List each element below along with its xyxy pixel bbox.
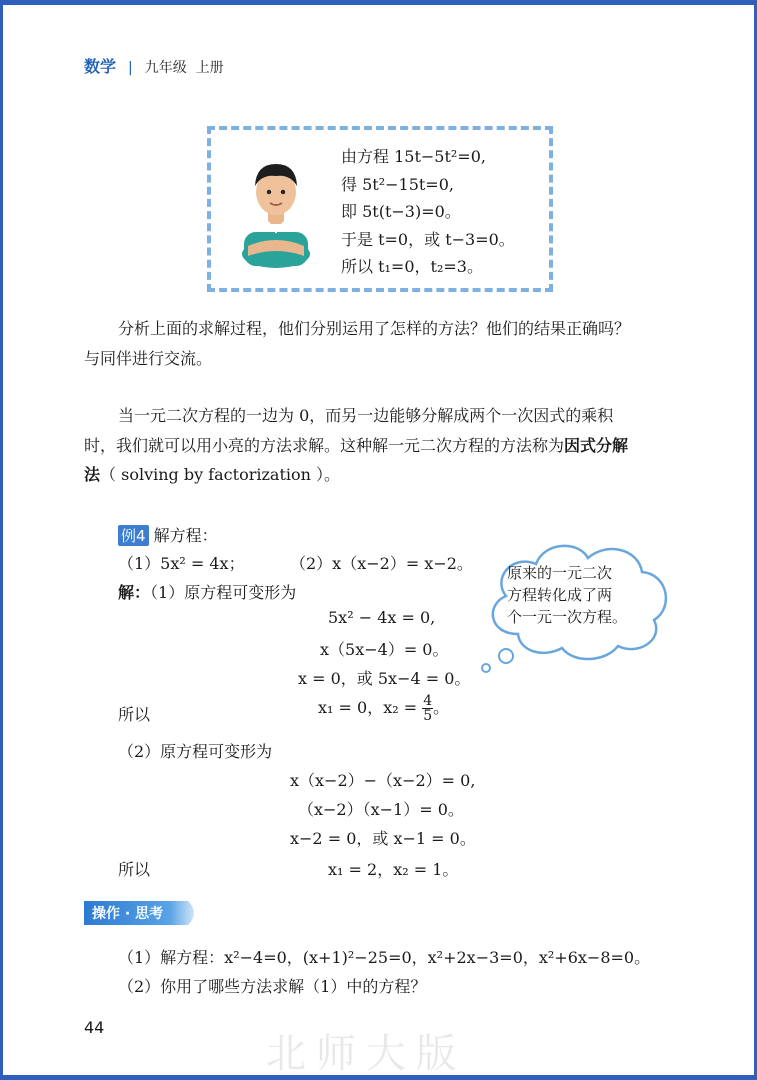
running-header <box>84 54 224 77</box>
so-label: 所以 <box>118 860 151 879</box>
dialogue-line: 即 5t(t−3)=0。 <box>341 202 461 221</box>
page-frame-top <box>0 0 757 5</box>
answer-line <box>318 694 449 723</box>
page-frame-left <box>0 0 3 1080</box>
solution-intro-1 <box>118 580 296 603</box>
equation-line: x（5x−4）= 0。 <box>320 640 449 659</box>
exercise-2: （2）你用了哪些方法求解（1）中的方程？ <box>118 977 427 996</box>
cloud-line: 方程转化成了两 <box>507 586 613 604</box>
dialogue-line: 得 5t²−15t=0, <box>341 174 454 194</box>
fraction <box>422 694 433 723</box>
header-separator: | <box>128 60 133 76</box>
paragraph-line <box>84 433 628 456</box>
exercise-1: （1）解方程：x²−4=0，(x+1)²−25=0，x²+2x−3=0，x²+6x−8=0。 <box>118 948 651 967</box>
boy-illustration <box>238 150 314 268</box>
page-number: 44 <box>84 1018 105 1037</box>
answer-line: x₁ = 2，x₂ = 1。 <box>328 860 459 879</box>
dialogue-line: 由方程 15t−5t²=0, <box>341 147 486 166</box>
equation-line: x−2 = 0，或 x−1 = 0。 <box>290 829 476 848</box>
example-heading <box>118 523 218 546</box>
dialogue-text <box>341 143 515 281</box>
solution-label: 解： <box>118 583 151 602</box>
fraction-numerator: 4 <box>423 693 433 709</box>
operate-think-banner <box>84 901 200 925</box>
paragraph-line <box>84 462 340 485</box>
dialogue-line: 所以 t₁=0，t₂=3。 <box>341 257 483 276</box>
cloud-line: 原来的一元二次 <box>507 564 613 582</box>
example-title: 解方程： <box>153 526 218 545</box>
example-problem-1: （1）5x² = 4x； <box>118 554 245 573</box>
paragraph-line: 当一元二次方程的一边为 0，而另一边能够分解成两个一次因式的乘积 <box>118 406 614 425</box>
equation-line: 5x² − 4x = 0, <box>328 608 436 627</box>
dialogue-line: 于是 t=0，或 t−3=0。 <box>341 229 515 249</box>
header-subject: 数学 <box>84 57 117 76</box>
equation-line: （x−2）（x−1）= 0。 <box>298 800 464 819</box>
answer-text: x₁ = 0，x₂ = <box>318 698 418 717</box>
fraction-denominator: 5 <box>423 708 433 724</box>
paragraph-text: （ solving by factorization ）。 <box>100 465 341 484</box>
operate-think-title: 操作 · 思考 <box>92 906 164 922</box>
key-term: 因式分解 <box>564 436 629 455</box>
answer-suffix: 。 <box>433 698 450 717</box>
publisher-watermark: 北师大版 <box>266 1031 466 1077</box>
paragraph-line: 与同伴进行交流。 <box>84 349 213 368</box>
cloud-text <box>507 562 657 628</box>
solution-intro-2: （2）原方程可变形为 <box>118 742 273 761</box>
solution-text: （1）原方程可变形为 <box>150 583 297 602</box>
paragraph-line: 分析上面的求解过程，他们分别运用了怎样的方法？他们的结果正确吗？ <box>118 319 631 338</box>
example-tag: 例4 <box>118 525 149 546</box>
header-volume: 上册 <box>195 60 224 76</box>
key-term-end: 法 <box>84 465 101 484</box>
example-problem-2: （2）x（x−2）= x−2。 <box>290 554 473 573</box>
header-grade: 九年级 <box>144 60 187 76</box>
equation-line: x = 0，或 5x−4 = 0。 <box>298 669 471 688</box>
paragraph-text: 时，我们就可以用小亮的方法求解。这种解一元二次方程的方法称为 <box>84 436 565 455</box>
so-label: 所以 <box>118 705 151 724</box>
cloud-line: 个一元一次方程。 <box>507 608 628 626</box>
equation-line: x（x−2）−（x−2）= 0, <box>290 771 476 790</box>
